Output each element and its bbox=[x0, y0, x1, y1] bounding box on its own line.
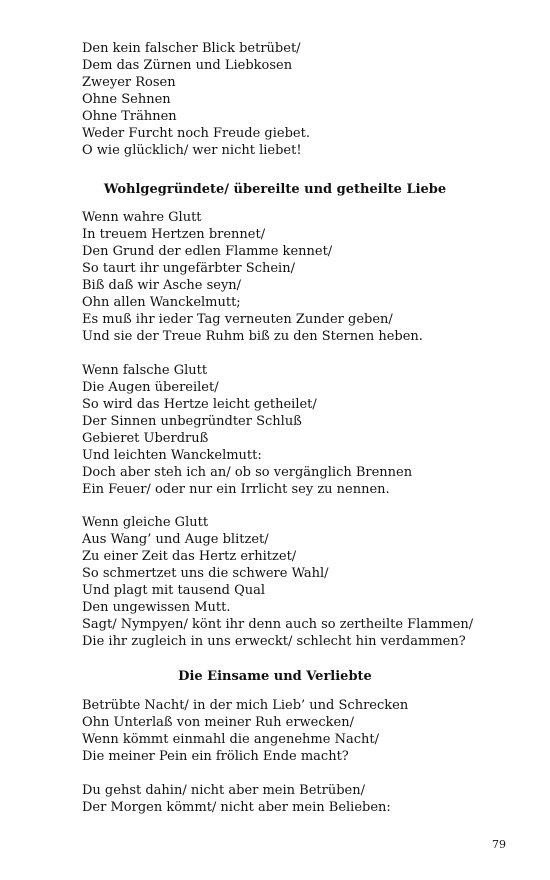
verse-line: Doch aber steh ich an/ ob so vergänglich Brennen bbox=[82, 465, 413, 480]
stanza-top bbox=[82, 40, 512, 159]
verse-line: Und sie der Treue Ruhm biß zu den Sternen heben. bbox=[82, 329, 423, 344]
verse-line: Der Morgen kömmt/ nicht aber mein Belieben: bbox=[82, 800, 391, 815]
verse-line: Betrübte Nacht/ in der mich Lieb’ und Schrecken bbox=[82, 698, 409, 713]
verse-line: So wird das Hertze leicht getheilet/ bbox=[82, 397, 317, 412]
verse-line: Aus Wang’ und Auge blitzet/ bbox=[82, 532, 269, 547]
verse-line: Sagt/ Nympyen/ könt ihr denn auch so zertheilte Flammen/ bbox=[82, 617, 474, 632]
stanza-4 bbox=[82, 514, 512, 650]
verse-line: Und leichten Wanckelmutt: bbox=[82, 448, 262, 463]
verse-line: O wie glücklich/ wer nicht liebet! bbox=[82, 143, 302, 158]
verse-line: Wenn gleiche Glutt bbox=[82, 515, 209, 530]
verse-line: Ohn allen Wanckelmutt; bbox=[82, 295, 241, 310]
poem-title-2: Die Einsame und Verliebte bbox=[178, 669, 372, 684]
verse-line: Weder Furcht noch Freude giebet. bbox=[82, 126, 310, 141]
poem-title-1: Wohlgegründete/ übereilte und getheilte Liebe bbox=[103, 182, 447, 197]
verse-line: Du gehst dahin/ nicht aber mein Betrüben/ bbox=[82, 783, 365, 798]
verse-line: Dem das Zürnen und Liebkosen bbox=[82, 58, 293, 73]
verse-line: In treuem Hertzen brennet/ bbox=[82, 227, 266, 242]
verse-line: So taurt ihr ungefärbter Schein/ bbox=[82, 261, 295, 276]
verse-line: Wenn falsche Glutt bbox=[82, 363, 208, 378]
verse-line: Den kein falscher Blick betrübet/ bbox=[82, 41, 301, 56]
verse-line: Der Sinnen unbegründter Schluß bbox=[82, 414, 302, 429]
verse-line: Zu einer Zeit das Hertz erhitzet/ bbox=[82, 549, 297, 564]
verse-line: Zweyer Rosen bbox=[82, 75, 176, 90]
verse-line: Ohne Trähnen bbox=[82, 109, 177, 124]
stanza-6 bbox=[82, 782, 512, 816]
verse-line: Ohn Unterlaß von meiner Ruh erwecken/ bbox=[82, 715, 354, 730]
verse-line: Ein Feuer/ oder nur ein Irrlicht sey zu nennen. bbox=[82, 482, 390, 497]
verse-line: Die ihr zugleich in uns erweckt/ schlecht hin verdammen? bbox=[82, 634, 466, 649]
stanza-3 bbox=[82, 362, 512, 498]
verse-line: Wenn kömmt einmahl die angenehme Nacht/ bbox=[82, 732, 379, 747]
verse-line: Biß daß wir Asche seyn/ bbox=[82, 278, 242, 293]
verse-line: Und plagt mit tausend Qual bbox=[82, 583, 266, 598]
verse-line: Es muß ihr ieder Tag verneuten Zunder geben/ bbox=[82, 312, 393, 327]
verse-line: Die Augen übereilet/ bbox=[82, 380, 219, 395]
verse-line: Den Grund der edlen Flamme kennet/ bbox=[82, 244, 333, 259]
verse-line: Den ungewissen Mutt. bbox=[82, 600, 231, 615]
page-number: 79 bbox=[492, 838, 506, 851]
verse-line: Ohne Sehnen bbox=[82, 92, 171, 107]
stanza-5 bbox=[82, 697, 512, 765]
stanza-2 bbox=[82, 209, 512, 345]
verse-line: Gebieret Uberdruß bbox=[82, 431, 209, 446]
verse-line: So schmertzet uns die schwere Wahl/ bbox=[82, 566, 329, 581]
verse-line: Die meiner Pein ein frölich Ende macht? bbox=[82, 749, 349, 764]
verse-line: Wenn wahre Glutt bbox=[82, 210, 202, 225]
